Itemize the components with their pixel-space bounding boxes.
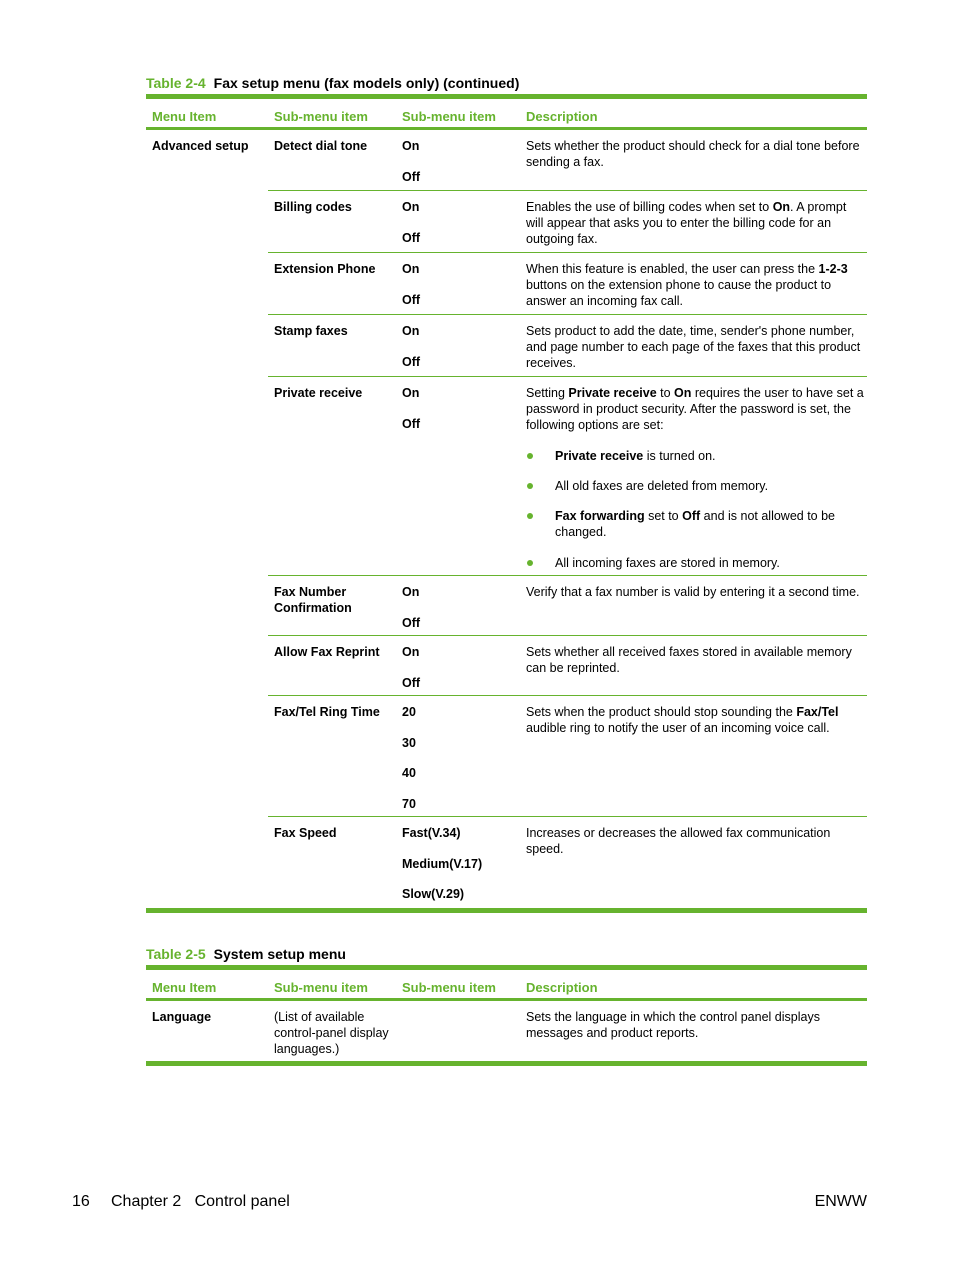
bold-run: Fax forwarding (555, 509, 645, 523)
option-value: Off (402, 354, 421, 369)
sub-menu-cell: Fax Speed (274, 826, 337, 840)
text-run: audible ring to notify the user of an incoming voice call. (526, 721, 830, 735)
description-text (526, 323, 866, 371)
footer-right-label: ENWW (814, 1193, 867, 1210)
option-value: Off (402, 615, 421, 630)
header-menu-item: Menu Item (152, 109, 217, 124)
option-value: On (402, 262, 420, 276)
header-menu-item: Menu Item (152, 980, 217, 995)
text-run: When this feature is enabled, the user can press the (526, 262, 819, 276)
text-run: Sets whether the product should check for a dial tone before sending a fax. (526, 139, 860, 169)
bullet-list (526, 448, 866, 571)
text-run: . A prompt will appear that asks you to enter the billing code for an outgoing fax. (526, 200, 847, 246)
list-item (526, 448, 866, 464)
table-2-5 (146, 965, 867, 1066)
list-item (526, 508, 866, 540)
options-cell (402, 199, 420, 260)
description-cell (526, 138, 866, 170)
option-value: On (402, 139, 420, 153)
option-value: 40 (402, 766, 416, 780)
description-cell (526, 825, 866, 857)
menu-item-cell: Advanced setup (152, 139, 249, 153)
option-value: On (402, 645, 420, 659)
option-value: On (402, 324, 420, 338)
bold-run: Off (682, 509, 701, 523)
table-row (146, 253, 867, 315)
option-value: 20 (402, 705, 416, 719)
description-text (526, 385, 866, 433)
list-item (526, 555, 866, 571)
sub-menu-cell: Private receive (274, 386, 363, 400)
options-cell (402, 704, 416, 826)
text-run: Enables the use of billing codes when set to (526, 200, 773, 214)
description-text (526, 584, 866, 600)
bold-run: On (772, 200, 791, 214)
bold-run: Fax/Tel (796, 705, 839, 719)
description-cell (526, 261, 866, 309)
description-cell: Sets the language in which the control panel displays messages and product reports. (526, 1010, 820, 1040)
text-run: All old faxes are deleted from memory. (555, 479, 769, 493)
header-description: Description (526, 109, 598, 124)
options-cell (402, 261, 420, 322)
option-value: Medium(V.17) (402, 856, 483, 871)
header-sub-menu-item: Sub-menu item (274, 980, 368, 995)
option-value: Off (402, 416, 421, 431)
header-sub-menu-item-2: Sub-menu item (402, 109, 496, 124)
list-item (526, 478, 866, 494)
text-run: Setting (526, 386, 569, 400)
sub-menu-cell: Allow Fax Reprint (274, 645, 380, 659)
header-description: Description (526, 980, 598, 995)
table-row (146, 576, 867, 636)
options-cell (402, 323, 420, 384)
table-2-4-caption (146, 75, 519, 91)
description-cell (526, 704, 866, 736)
text-run: Increases or decreases the allowed fax communication speed. (526, 826, 831, 856)
table-row (146, 817, 867, 908)
description-cell (526, 385, 866, 571)
table-header (146, 99, 867, 127)
table-body (146, 130, 867, 908)
description-text (526, 704, 866, 736)
table-row (146, 315, 867, 377)
description-cell (526, 644, 866, 676)
text-run: buttons on the extension phone to cause the product to answer an incoming fax call. (526, 278, 832, 308)
table-2-5-caption (146, 946, 346, 962)
text-run: Verify that a fax number is valid by entering it a second time. (526, 585, 860, 599)
page-number: 16 (72, 1193, 90, 1210)
option-value: On (402, 585, 420, 599)
options-cell (402, 825, 482, 917)
sub-menu-cell: Extension Phone (274, 262, 376, 276)
text-run: and is not allowed to be changed. (555, 509, 836, 539)
chapter-label: Chapter 2 Control panel (111, 1193, 290, 1210)
options-cell (402, 385, 420, 446)
option-value: On (402, 386, 420, 400)
table-bottom-rule (146, 1061, 867, 1066)
text-run: Sets whether all received faxes stored in available memory can be reprinted. (526, 645, 852, 675)
sub-menu-cell: Billing codes (274, 200, 352, 214)
table-header (146, 970, 867, 998)
option-value: On (402, 200, 420, 214)
table-title: System setup menu (213, 946, 346, 962)
bullet-icon (527, 483, 533, 489)
table-row (146, 696, 867, 817)
table-row (146, 377, 867, 576)
bold-run: On (674, 386, 692, 400)
table-number: Table 2-4 (146, 75, 206, 91)
table-title: Fax setup menu (fax models only) (continued) (213, 75, 520, 91)
sub-menu-cell: Fax/Tel Ring Time (274, 705, 380, 719)
bullet-icon (527, 453, 533, 459)
sub-menu-cell: (List of available control-panel display languages.) (274, 1010, 389, 1056)
option-value: 30 (402, 735, 416, 750)
text-run: requires the user to have set a password in product security. After the password is set, the following options are set: (526, 386, 864, 432)
bold-run: 1-2-3 (818, 262, 848, 276)
table-row (146, 636, 867, 696)
bold-run: Private receive (568, 386, 657, 400)
bold-run: Private receive (555, 449, 644, 463)
text-run: set to (644, 509, 683, 523)
option-value: Off (402, 230, 421, 245)
header-sub-menu-item: Sub-menu item (274, 109, 368, 124)
description-cell (526, 199, 866, 247)
description-cell (526, 323, 866, 371)
description-text (526, 825, 866, 857)
text-run: Sets product to add the date, time, sender's phone number, and page number to each page of the faxes that this product receives. (526, 324, 861, 370)
option-value: Fast(V.34) (402, 826, 461, 840)
sub-menu-cell: Fax Number Confirmation (274, 585, 352, 615)
text-run: to (656, 386, 675, 400)
description-text (526, 199, 866, 247)
sub-menu-cell: Detect dial tone (274, 139, 368, 153)
text-run: Sets when the product should stop sounding the (526, 705, 797, 719)
description-cell (526, 584, 866, 600)
table-bottom-rule (146, 908, 867, 913)
bullet-icon (527, 513, 533, 519)
table-row (146, 1001, 867, 1061)
sub-menu-cell: Stamp faxes (274, 324, 348, 338)
table-number: Table 2-5 (146, 946, 206, 962)
description-text (526, 644, 866, 676)
header-sub-menu-item-2: Sub-menu item (402, 980, 496, 995)
bullet-icon (527, 560, 533, 566)
text-run: is turned on. (643, 449, 716, 463)
description-text (526, 261, 866, 309)
table-2-4 (146, 94, 867, 913)
option-value: Slow(V.29) (402, 887, 465, 901)
option-value: 70 (402, 796, 416, 811)
table-row (146, 130, 867, 191)
text-run: All incoming faxes are stored in memory. (555, 556, 780, 570)
table-row (146, 191, 867, 253)
option-value: Off (402, 675, 421, 690)
option-value: Off (402, 169, 421, 184)
description-text (526, 138, 866, 170)
option-value: Off (402, 292, 421, 307)
menu-item-cell: Language (152, 1010, 212, 1024)
